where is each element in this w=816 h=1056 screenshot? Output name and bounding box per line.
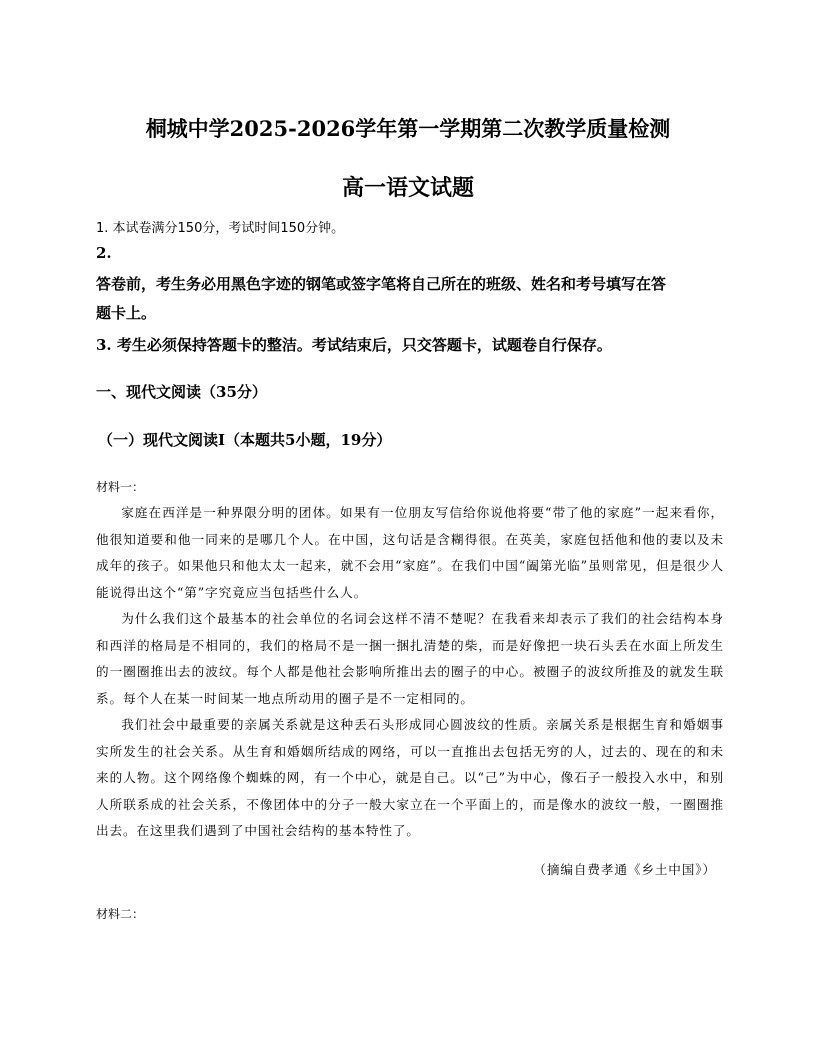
material-1-paragraph-1: 家庭在西洋是一种界限分明的团体。如果有一位朋友写信给你说他将要“带了他的家庭”一起来看你，他很知道要和他一同来的是哪几个人。在中国，这句话是含糊得很。在英美，家庭包括他和他的妻以及未成年的孩子。如果他只和他太太一起来，就不会用“家庭”。在我们中国“阖第光临”虽则常见，但是很少人能说得出这个“第”字究竟应当包括些什么人。	[96, 505, 724, 600]
material-1-label: 材料一：	[96, 480, 145, 494]
instruction-1: 1. 本试卷满分150分，考试时间150分钟。	[96, 221, 345, 236]
material-1-body	[96, 500, 724, 845]
instruction-2-line2: 题卡上。	[96, 304, 157, 322]
material-1-source: （摘编自费孝通《乡土中国》）	[533, 862, 716, 877]
instruction-2-line1: 答卷前，考生务必用黑色字迹的钢笔或签字笔将自己所在的班级、姓名和考号填写在答	[96, 275, 667, 293]
instruction-2-number: 2.	[96, 244, 112, 262]
exam-subtitle: 高一语文试题	[341, 175, 474, 201]
instruction-3: 3. 考生必须保持答题卡的整洁。考试结束后，只交答题卡，试题卷自行保存。	[96, 336, 612, 354]
material-1-paragraph-2: 为什么我们这个最基本的社会单位的名词会这样不清不楚呢？在我看来却表示了我们的社会结构本身和西洋的格局是不相同的，我们的格局不是一捆一捆扎清楚的柴，而是好像把一块石头丢在水面上所发生的一圈圈推出去的波纹。每个人都是他社会影响所推出去的圈子的中心。被圈子的波纹所推及的就发生联系。每个人在某一时间某一地点所动用的圈子是不一定相同的。	[96, 611, 724, 706]
section-heading-reading1: （一）现代文阅读Ⅰ（本题共5小题，19分）	[98, 431, 392, 449]
section-heading-part1: 一、现代文阅读（35分）	[96, 383, 267, 401]
exam-title: 桐城中学2025-2026学年第一学期第二次教学质量检测	[145, 116, 671, 141]
material-2-label: 材料二：	[96, 907, 145, 921]
material-1-paragraph-3: 我们社会中最重要的亲属关系就是这种丢石头形成同心圆波纹的性质。亲属关系是根据生育和婚姻事实所发生的社会关系。从生育和婚姻所结成的网络，可以一直推出去包括无穷的人，过去的、现在的和未来的人物。这个网络像个蜘蛛的网，有一个中心，就是自己。以“己”为中心，像石子一般投入水中，和别人所联系成的社会关系，不像团体中的分子一般大家立在一个平面上的，而是像水的波纹一般，一圈圈推出去。在这里我们遇到了中国社会结构的基本特性了。	[96, 717, 724, 838]
